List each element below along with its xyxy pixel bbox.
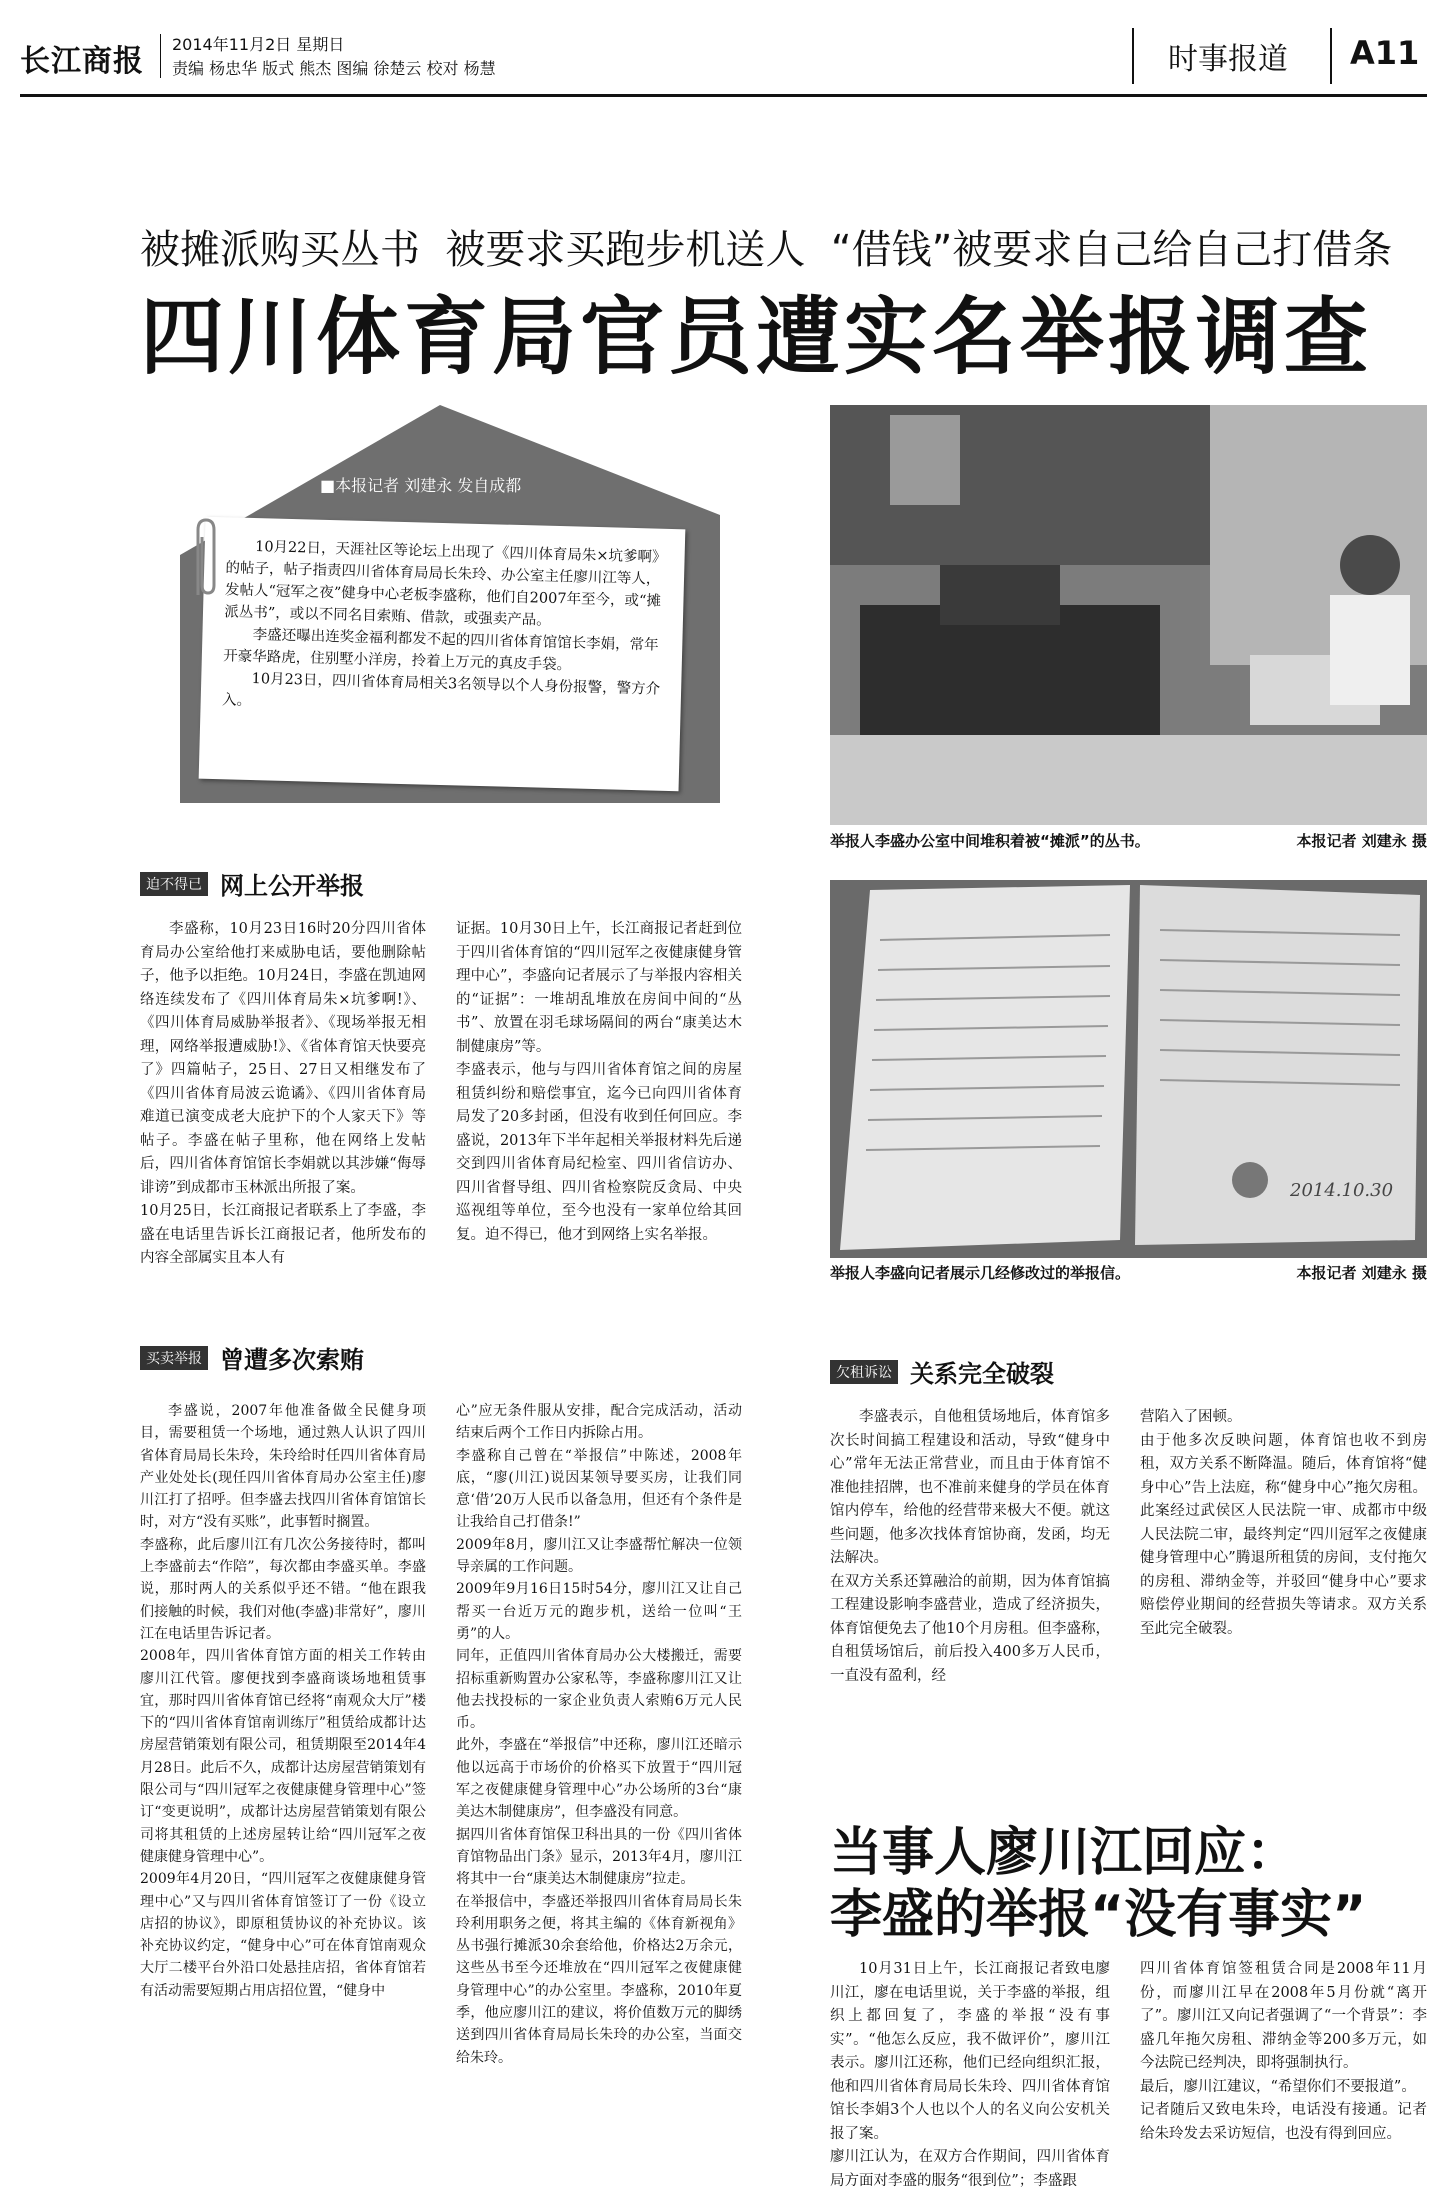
summary-envelope — [180, 405, 720, 803]
photo-letter-image — [830, 880, 1427, 1258]
section-2-tag: 买卖举报 — [140, 1346, 208, 1370]
response-headline-line-2: 李盛的举报“没有事实” — [830, 1885, 1367, 1945]
section-2-col-2: 心”应无条件服从安排，配合完成活动，活动结束后两个工作日内拆除占用。 李盛称自己曾在“举报信”中陈述，2008年底，“廖(川江)说因某领导要买房，让我们同意‘借’20万人民币以备急用，但还有个条件是让我给自己打借条!” 2009年8月，廖川江又让李盛帮忙解决一位领导亲属的工作问题。 2009年9月16日15时54分，廖川江又让自己帮买一台近万元的跑步机，送给一位叫“王勇”的人。 同年，正值四川省体育局办公大楼搬迁，需要招标重新购置办公家私等，李盛称廖川江又让他去找投标的一家企业负责人索贿6万元人民币。 此外，李盛在“举报信”中还称，廖川江还暗示他以远高于市场价的价格买下放置于“四川冠军之夜健康健身管理中心”办公场所的3台“康美达木制健康房”，但李盛没有同意。 据四川省体育馆保卫科出具的一份《四川省体育馆物品出门条》显示，2013年4月，廖川江将其中一台“康美达木制健康房”拉走。 在举报信中，李盛还举报四川省体育局局长朱玲利用职务之便，将其主编的《体育新视角》丛书强行摊派30余套给他，价格达2万余元，这些丛书至今还堆放在“四川冠军之夜健康健身管理中心”的办公室里。李盛称，2010年夏季，他应廖川江的建议，将价值数万元的脚绣送到四川省体育局局长朱玲的办公室，当面交给朱玲。 — [456, 1403, 742, 2066]
section-2-col-1: 李盛说，2007年他准备做全民健身项目，需要租赁一个场地，通过熟人认识了四川省体育局局长朱玲，朱玲给时任四川省体育局产业处处长(现任四川省体育局办公室主任)廖川江打了招呼。但李盛去找四川省体育馆馆长时，对方“没有买账”，此事暂时搁置。 李盛称，此后廖川江有几次公务接待时，都叫上李盛前去“作陪”，每次都由李盛买单。李盛说，那时两人的关系似乎还不错。“他在跟我们接触的时候，我们对他(李盛)非常好”，廖川江在电话里告诉记者。 2008年，四川省体育馆方面的相关工作转由廖川江代管。廖便找到李盛商谈场地租赁事宜，那时四川省体育馆已经将“南观众大厅”楼下的“四川省体育馆南训练厅”租赁给成都计达房屋营销策划有限公司，租赁期限至2014年4月28日。此后不久，成都计达房屋营销策划有限公司与“四川冠军之夜健康健身管理中心”签订“变更说明”，成都计达房屋营销策划有限公司将其租赁的上述房屋转让给“四川冠军之夜健康健身管理中心”。 2009年4月20日，“四川冠军之夜健康健身管理中心”又与四川省体育馆签订了一份《设立店招的协议》，即原租赁协议的补充协议。该补充协议约定，“健身中心”可在体育馆南观众大厅二楼平台外沿口处悬挂店招，省体育馆若有活动需要短期占用店招位置，“健身中 — [140, 1403, 426, 1999]
paper-name: 长江商报 — [20, 44, 144, 79]
section-3-col-1: 李盛表示，自他租赁场地后，体育馆多次长时间搞工程建设和活动，导致“健身中心”常年无法正常营业，而且由于体育馆不准他挂招牌，也不准前来健身的学员在体育馆内停车，给他的经营带来极大不便。就这些问题，他多次找体育馆协商，发函，均无法解决。 在双方关系还算融洽的前期，因为体育馆搞工程建设影响李盛营业，造成了经济损失，体育馆便免去了他10个月房租。但李盛称，自租赁场馆后，前后投入400多万人民币，一直没有盈利，经 — [830, 1409, 1110, 1684]
masthead-rule — [20, 94, 1427, 97]
photo-books-image — [830, 405, 1427, 825]
summary-byline: ■本报记者 刘建永 发自成都 — [320, 476, 522, 495]
staff-line: 责编 杨忠华 版式 熊杰 图编 徐楚云 校对 杨慧 — [172, 59, 496, 78]
photo-books — [830, 405, 1427, 825]
section-1-col-1: 李盛称，10月23日16时20分四川省体育局办公室给他打来威胁电话，要他删除帖子，他予以拒绝。10月24日，李盛在凯迪网络连续发布了《四川体育局朱×坑爹啊!》、《四川体育局威胁举报者》、《现场举报无相理，网络举报遭威胁!》、《省体育馆天快要亮了》四篇帖子，25日、27日又相继发布了《四川省体育局波云诡谲》、《四川省体育局难道已演变成老大庇护下的个人家天下》等帖子。李盛在帖子里称，他在网络上发帖后，四川省体育馆馆长李娟就以其涉嫌“侮辱诽谤”到成都市玉林派出所报了案。 10月25日，长江商报记者联系上了李盛，李盛在电话里告诉长江商报记者，他所发布的内容全部属实且本人有 — [140, 921, 426, 1266]
photo-letter — [830, 880, 1427, 1258]
section-1-title: 网上公开举报 — [220, 872, 364, 900]
summary-paragraph: 10月23日，四川省体育局相关3名领导以个人身份报警，警方介入。 — [221, 670, 661, 709]
response-headline-line-1: 当事人廖川江回应： — [830, 1823, 1299, 1883]
response-col-1: 10月31日上午，长江商报记者致电廖川江，廖在电话里说，关于李盛的举报，组织上都回复了，李盛的举报“没有事实”。“他怎么反应，我不做评价”，廖川江表示。廖川江还称，他们已经向组织汇报，他和四川省体育局局长朱玲、四川省体育馆馆长李娟3个人也以个人的名义向公安机关报了案。 廖川江认为，在双方合作期间，四川省体育局方面对李盛的服务“很到位”；李盛跟 — [830, 1961, 1110, 2189]
section-1-tag: 迫不得已 — [140, 872, 208, 896]
summary-paragraph: 李盛还曝出连奖金福利都发不起的四川省体育馆馆长李娟，常年开豪华路虎，住别墅小洋房，拎着上万元的真皮手袋。 — [223, 626, 659, 674]
response-col-2: 四川省体育馆签租赁合同是2008年11月份，而廖川江早在2008年5月份就“离开了”。廖川江又向记者强调了“一个背景”：李盛几年拖欠房租、滞纳金等200多万元，如今法院已经判决，即将强制执行。 最后，廖川江建议，“希望你们不要报道”。 记者随后又致电朱玲，电话没有接通。记者给朱玲发去采访短信，也没有得到回应。 — [1140, 1961, 1427, 2142]
summary-text — [222, 535, 666, 722]
photo-books-credit: 本报记者 刘建永 摄 — [1296, 832, 1427, 850]
photo-letter-credit: 本报记者 刘建永 摄 — [1296, 1264, 1427, 1282]
section-1-header — [140, 866, 364, 901]
paperclip-icon — [188, 515, 218, 605]
headline-kicker: 被摊派购买丛书 被要求买跑步机送人 “借钱”被要求自己给自己打借条 — [140, 227, 1393, 273]
masthead — [20, 28, 1427, 90]
section-3-col-2: 营陷入了困顿。 由于他多次反映问题，体育馆也收不到房租，双方关系不断降温。随后，体育馆将“健身中心”告上法庭，称“健身中心”拖欠房租。此案经过武侯区人民法院一审、成都市中级人民法院二审，最终判定“四川冠军之夜健康健身管理中心”腾退所租赁的房间，支付拖欠的房租、滞纳金等，并驳回“健身中心”要求赔偿停业期间的经营损失等请求。双方关系至此完全破裂。 — [1140, 1409, 1427, 1637]
photo-books-caption: 举报人李盛办公室中间堆积着被“摊派”的丛书。 — [830, 832, 1150, 850]
section-3-title: 关系完全破裂 — [910, 1360, 1054, 1388]
section-1-col-2: 证据。10月30日上午，长江商报记者赶到位于四川省体育馆的“四川冠军之夜健康健身管理中心”，李盛向记者展示了与举报内容相关的“证据”：一堆胡乱堆放在房间中间的“丛书”、放置在羽毛球场隔间的两台“康美达木制健康房”等。 李盛表示，他与与四川省体育馆之间的房屋租赁纠纷和赔偿事宜，迄今已向四川省体育局发了20多封函，但没有收到任何回应。李盛说，2013年下半年起相关举报材料先后递交到四川省体育局纪检室、四川省信访办、四川省督导组、四川省检察院反贪局、中央巡视组等单位，至今也没有一家单位给其回复。迫不得已，他才到网络上实名举报。 — [456, 921, 742, 1243]
section-3-tag: 欠租诉讼 — [830, 1360, 898, 1384]
photo-letter-caption: 举报人李盛向记者展示几经修改过的举报信。 — [830, 1264, 1131, 1282]
handwritten-date: 2014.10.30 — [1290, 1180, 1394, 1201]
section-2-title: 曾遭多次索贿 — [220, 1346, 364, 1374]
date-line: 2014年11月2日 星期日 — [172, 35, 345, 54]
headline-main: 四川体育局官员遭实名举报调查 — [140, 288, 1373, 386]
page-number: A11 — [1350, 34, 1420, 72]
section-3-header — [830, 1354, 1054, 1389]
section-2-header — [140, 1340, 364, 1375]
summary-paragraph: 10月22日，天涯社区等论坛上出现了《四川体育局朱×坑爹啊》的帖子，帖子指责四川省体育局局长朱玲、办公室主任廖川江等人，发帖人“冠军之夜”健身中心老板李盛称，他们自2007年至今，或“摊派丛书”，或以不同名目索贿、借款，或强卖产品。 — [224, 539, 662, 629]
section-name: 时事报道 — [1168, 42, 1288, 77]
